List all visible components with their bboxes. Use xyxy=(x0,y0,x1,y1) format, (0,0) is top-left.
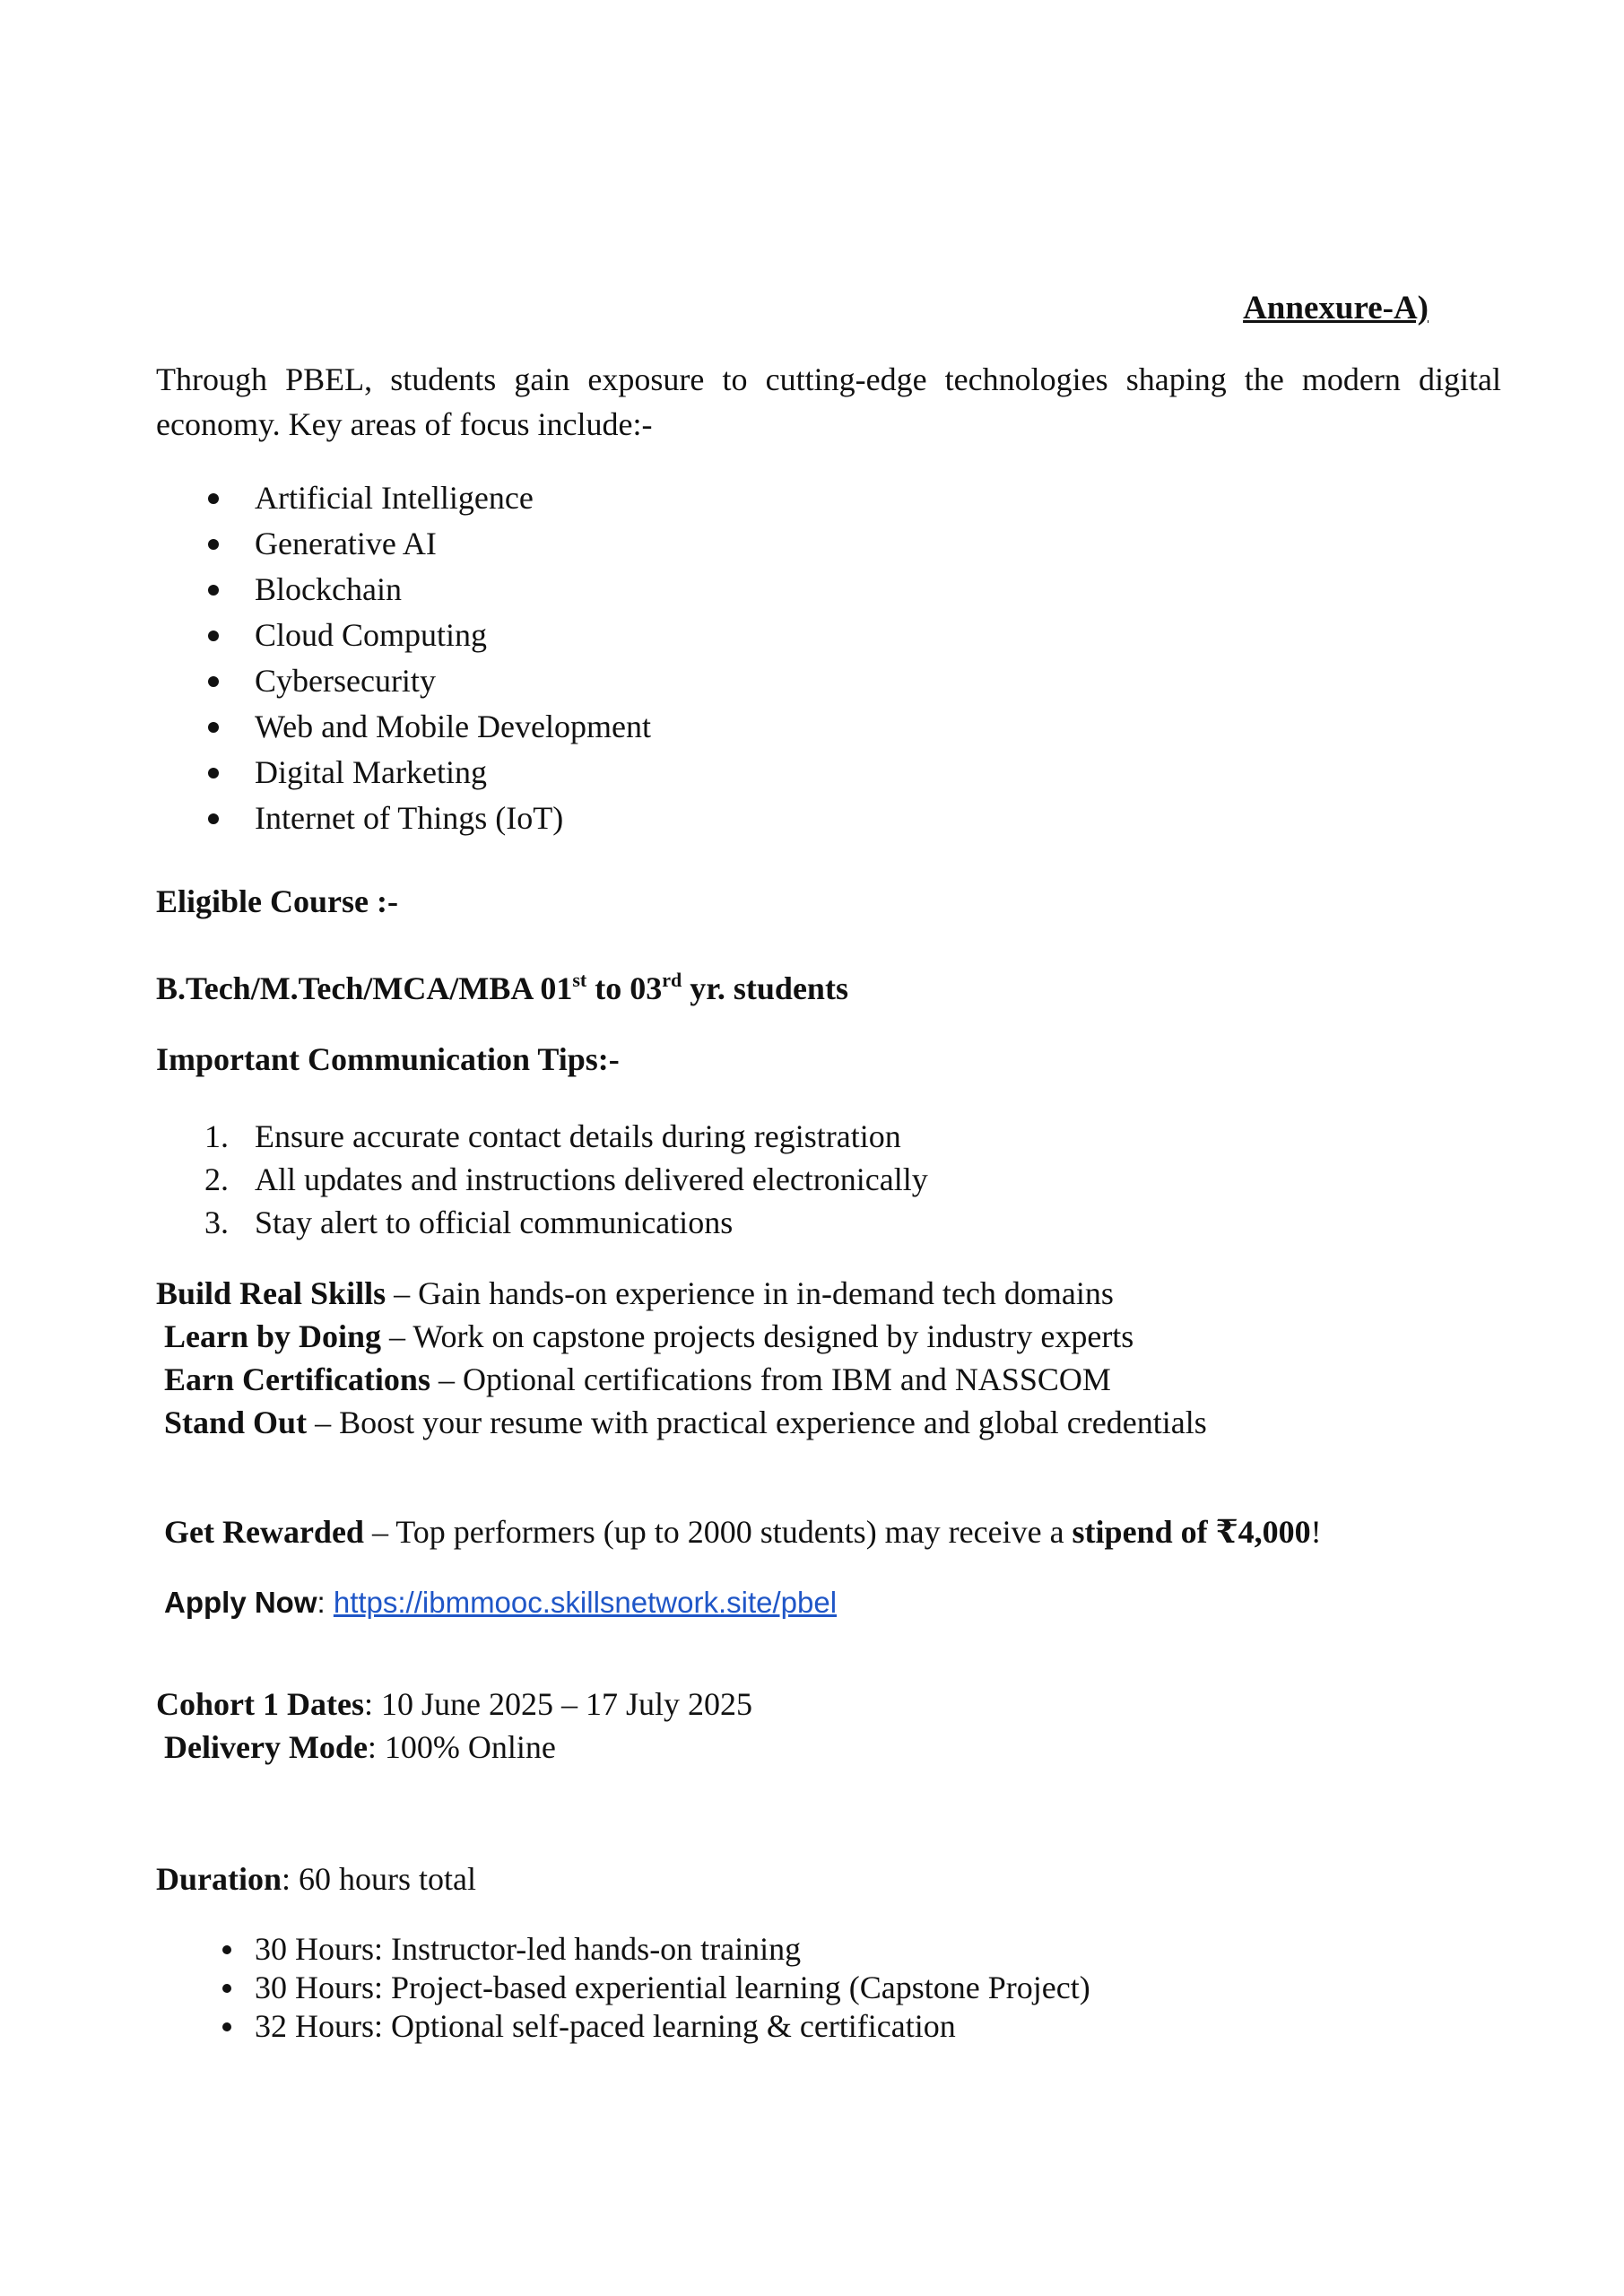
bullet-icon xyxy=(208,631,219,641)
eligible-courses: B.Tech/M.Tech/MCA/MBA 01st to 03rd yr. students xyxy=(156,969,848,1006)
apply-line: Apply Now: https://ibmmooc.skillsnetwork.site/pbel xyxy=(164,1586,838,1619)
list-item: Blockchain xyxy=(156,567,651,613)
bullet-icon xyxy=(208,722,219,733)
list-item: Generative AI xyxy=(156,521,651,567)
eligible-heading: Eligible Course :- xyxy=(156,883,398,919)
list-item: Internet of Things (IoT) xyxy=(156,796,651,841)
bullet-icon xyxy=(208,585,219,596)
list-item: Web and Mobile Development xyxy=(156,704,651,750)
list-item: 3. Stay alert to official communications xyxy=(204,1205,734,1240)
bullet-icon xyxy=(208,676,219,687)
list-item: Digital Marketing xyxy=(156,750,651,796)
tips-list xyxy=(156,1115,928,1244)
bullet-icon xyxy=(208,813,219,824)
list-item: 2. All updates and instructions delivered electronically xyxy=(204,1161,928,1197)
apply-link[interactable]: https://ibmmooc.skillsnetwork.site/pbel xyxy=(333,1586,838,1619)
list-item: 1. Ensure accurate contact details during registration xyxy=(204,1118,901,1154)
list-item: 32 Hours: Optional self-paced learning & certification xyxy=(156,2007,1090,2046)
delivery-mode: Delivery Mode: 100% Online xyxy=(164,1729,556,1765)
list-item: Artificial Intelligence xyxy=(156,475,651,521)
list-item: 30 Hours: Instructor-led hands-on training xyxy=(156,1930,1090,1969)
bullet-icon xyxy=(222,1984,231,1993)
cohort-dates: Cohort 1 Dates: 10 June 2025 – 17 July 2025 xyxy=(156,1686,752,1722)
benefit-row: Earn Certifications – Optional certifications from IBM and NASSCOM xyxy=(164,1361,1111,1397)
benefit-row: Learn by Doing – Work on capstone projects designed by industry experts xyxy=(164,1318,1134,1354)
list-item: 30 Hours: Project-based experiential learning (Capstone Project) xyxy=(156,1969,1090,2007)
bullet-icon xyxy=(208,539,219,550)
list-item: Cloud Computing xyxy=(156,613,651,658)
tips-heading: Important Communication Tips:- xyxy=(156,1041,620,1077)
bullet-icon xyxy=(208,493,219,504)
bullet-icon xyxy=(222,1945,231,1954)
benefits-section xyxy=(156,1272,1207,1444)
cohort-section xyxy=(156,1683,752,1769)
benefit-row: Build Real Skills – Gain hands-on experience in in-demand tech domains xyxy=(156,1275,1114,1311)
focus-areas-list xyxy=(156,475,651,841)
benefit-row: Stand Out – Boost your resume with practical experience and global credentials xyxy=(164,1405,1207,1440)
list-item: Cybersecurity xyxy=(156,658,651,704)
duration-list xyxy=(156,1930,1090,2046)
reward-line: Get Rewarded – Top performers (up to 2000 students) may receive a stipend of ₹4,000! xyxy=(164,1514,1322,1550)
annexure-title: Annexure-A) xyxy=(1243,290,1429,326)
intro-paragraph: Through PBEL, students gain exposure to cutting-edge technologies shaping the modern digital economy. Key areas of focus include:- xyxy=(156,361,1501,442)
bullet-icon xyxy=(222,2022,231,2031)
bullet-icon xyxy=(208,768,219,778)
duration-line: Duration: 60 hours total xyxy=(156,1861,476,1897)
